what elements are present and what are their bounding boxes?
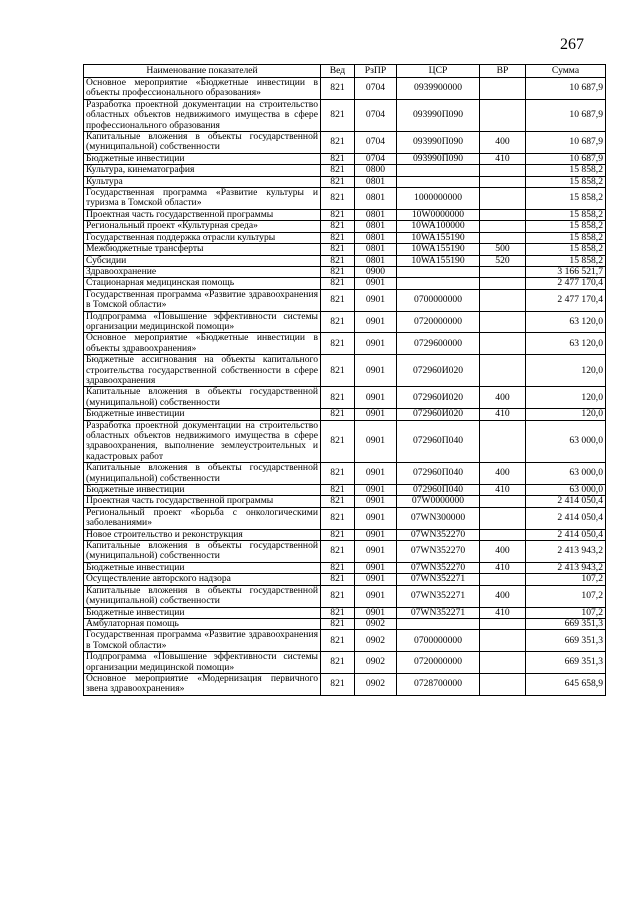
row-csr: 07WN300000	[397, 507, 480, 529]
row-sum: 120,0	[526, 387, 606, 409]
table-row	[84, 355, 606, 387]
row-ved: 821	[321, 485, 355, 496]
row-sum: 645 658,9	[526, 673, 606, 695]
row-ved: 821	[321, 289, 355, 311]
table-row	[84, 221, 606, 232]
row-name: Субсидии	[84, 255, 321, 266]
row-name: Капитальные вложения в объекты государственной (муниципальной) собственности	[84, 585, 321, 607]
row-vr	[480, 355, 526, 387]
row-sum: 2 414 050,4	[526, 507, 606, 529]
row-name: Культура	[84, 176, 321, 187]
row-rzpr: 0801	[355, 244, 397, 255]
row-rzpr: 0901	[355, 387, 397, 409]
row-rzpr: 0902	[355, 618, 397, 629]
row-ved: 821	[321, 244, 355, 255]
row-vr: 400	[480, 585, 526, 607]
row-rzpr: 0901	[355, 585, 397, 607]
row-name: Стационарная медицинская помощь	[84, 278, 321, 289]
row-rzpr: 0901	[355, 463, 397, 485]
header-vr: ВР	[480, 65, 526, 78]
row-ved: 821	[321, 176, 355, 187]
row-sum: 2 414 050,4	[526, 496, 606, 507]
row-name: Государственная поддержка отрасли культуры	[84, 232, 321, 243]
row-sum: 63 120,0	[526, 311, 606, 333]
row-sum: 15 858,2	[526, 244, 606, 255]
table-row	[84, 289, 606, 311]
table-row	[84, 153, 606, 164]
row-sum: 2 413 943,2	[526, 541, 606, 563]
table-row	[84, 188, 606, 210]
table-row	[84, 176, 606, 187]
row-rzpr: 0901	[355, 485, 397, 496]
row-rzpr: 0901	[355, 507, 397, 529]
row-sum: 15 858,2	[526, 255, 606, 266]
row-rzpr: 0704	[355, 132, 397, 154]
row-csr: 10WA100000	[397, 221, 480, 232]
row-sum: 63 000,0	[526, 420, 606, 463]
row-ved: 821	[321, 221, 355, 232]
table-row	[84, 232, 606, 243]
row-vr	[480, 673, 526, 695]
row-name: Бюджетные ассигнования на объекты капитального строительства государственной собственности в сфере здравоохранения	[84, 355, 321, 387]
row-ved: 821	[321, 232, 355, 243]
row-name: Государственная программа «Развитие здравоохранения в Томской области»	[84, 289, 321, 311]
row-ved: 821	[321, 673, 355, 695]
row-rzpr: 0901	[355, 333, 397, 355]
table-row	[84, 507, 606, 529]
row-rzpr: 0704	[355, 153, 397, 164]
row-vr	[480, 176, 526, 187]
row-csr: 07W0000000	[397, 496, 480, 507]
row-rzpr: 0901	[355, 355, 397, 387]
row-csr: 07WN352270	[397, 529, 480, 540]
row-vr	[480, 99, 526, 131]
row-ved: 821	[321, 630, 355, 652]
table-row	[84, 132, 606, 154]
row-csr: 07WN352270	[397, 541, 480, 563]
row-csr: 10WA155190	[397, 232, 480, 243]
row-ved: 821	[321, 420, 355, 463]
row-name: Бюджетные инвестиции	[84, 485, 321, 496]
row-rzpr: 0901	[355, 607, 397, 618]
row-sum: 120,0	[526, 355, 606, 387]
row-csr: 0720000000	[397, 311, 480, 333]
row-ved: 821	[321, 387, 355, 409]
table-row	[84, 333, 606, 355]
row-rzpr: 0704	[355, 78, 397, 100]
row-ved: 821	[321, 333, 355, 355]
row-ved: 821	[321, 311, 355, 333]
row-rzpr: 0704	[355, 99, 397, 131]
row-vr	[480, 311, 526, 333]
row-sum: 669 351,3	[526, 618, 606, 629]
row-ved: 821	[321, 529, 355, 540]
row-rzpr: 0900	[355, 266, 397, 277]
row-ved: 821	[321, 607, 355, 618]
row-name: Подпрограмма «Повышение эффективности системы организации медицинской помощи»	[84, 652, 321, 674]
table-row	[84, 409, 606, 420]
row-sum: 15 858,2	[526, 221, 606, 232]
row-rzpr: 0902	[355, 652, 397, 674]
row-ved: 821	[321, 541, 355, 563]
row-rzpr: 0902	[355, 673, 397, 695]
row-sum: 120,0	[526, 409, 606, 420]
page-number: 267	[560, 36, 584, 53]
row-csr	[397, 176, 480, 187]
table-row	[84, 541, 606, 563]
header-ved: Вед	[321, 65, 355, 78]
row-sum: 15 858,2	[526, 209, 606, 220]
table-row	[84, 574, 606, 585]
row-vr	[480, 652, 526, 674]
row-vr: 500	[480, 244, 526, 255]
row-rzpr: 0800	[355, 165, 397, 176]
row-name: Капитальные вложения в объекты государственной (муниципальной) собственности	[84, 387, 321, 409]
row-csr: 0700000000	[397, 630, 480, 652]
row-vr: 520	[480, 255, 526, 266]
table-row	[84, 278, 606, 289]
row-csr: 072960П040	[397, 485, 480, 496]
row-rzpr: 0901	[355, 289, 397, 311]
row-sum: 2 414 050,4	[526, 529, 606, 540]
row-csr: 093990П090	[397, 132, 480, 154]
row-ved: 821	[321, 153, 355, 164]
table-row	[84, 562, 606, 573]
row-ved: 821	[321, 209, 355, 220]
row-sum: 63 120,0	[526, 333, 606, 355]
row-ved: 821	[321, 255, 355, 266]
row-csr: 07WN352270	[397, 562, 480, 573]
row-sum: 10 687,9	[526, 153, 606, 164]
table-row	[84, 420, 606, 463]
row-vr	[480, 496, 526, 507]
row-rzpr: 0901	[355, 409, 397, 420]
row-csr: 0729600000	[397, 333, 480, 355]
row-rzpr: 0901	[355, 529, 397, 540]
row-name: Проектная часть государственной программы	[84, 209, 321, 220]
row-ved: 821	[321, 574, 355, 585]
row-name: Бюджетные инвестиции	[84, 562, 321, 573]
row-rzpr: 0902	[355, 630, 397, 652]
row-name: Бюджетные инвестиции	[84, 409, 321, 420]
table-row	[84, 673, 606, 695]
row-vr	[480, 289, 526, 311]
row-ved: 821	[321, 652, 355, 674]
budget-table	[83, 64, 606, 696]
row-csr	[397, 266, 480, 277]
row-sum: 10 687,9	[526, 132, 606, 154]
row-ved: 821	[321, 355, 355, 387]
row-sum: 107,2	[526, 585, 606, 607]
row-vr: 410	[480, 485, 526, 496]
row-csr: 1000000000	[397, 188, 480, 210]
row-vr	[480, 507, 526, 529]
row-name: Подпрограмма «Повышение эффективности системы организации медицинской помощи»	[84, 311, 321, 333]
row-vr	[480, 574, 526, 585]
row-csr	[397, 165, 480, 176]
row-sum: 63 000,0	[526, 485, 606, 496]
row-name: Культура, кинематография	[84, 165, 321, 176]
row-csr: 07WN352271	[397, 585, 480, 607]
row-name: Новое строительство и реконструкция	[84, 529, 321, 540]
row-vr	[480, 232, 526, 243]
row-sum: 669 351,3	[526, 652, 606, 674]
row-vr	[480, 618, 526, 629]
row-vr: 410	[480, 409, 526, 420]
row-sum: 15 858,2	[526, 232, 606, 243]
row-vr: 400	[480, 132, 526, 154]
row-vr	[480, 266, 526, 277]
row-sum: 3 166 521,7	[526, 266, 606, 277]
row-rzpr: 0901	[355, 574, 397, 585]
table-row	[84, 529, 606, 540]
row-csr: 0939900000	[397, 78, 480, 100]
row-vr	[480, 188, 526, 210]
table-row	[84, 244, 606, 255]
table-row	[84, 463, 606, 485]
header-name: Наименование показателей	[84, 65, 321, 78]
row-ved: 821	[321, 463, 355, 485]
table-row	[84, 255, 606, 266]
row-vr	[480, 420, 526, 463]
header-csr: ЦСР	[397, 65, 480, 78]
row-ved: 821	[321, 78, 355, 100]
row-csr: 10WA155190	[397, 244, 480, 255]
table-header-row	[84, 65, 606, 78]
row-rzpr: 0901	[355, 278, 397, 289]
row-vr	[480, 333, 526, 355]
table-row	[84, 485, 606, 496]
table-row	[84, 387, 606, 409]
table-row	[84, 266, 606, 277]
row-name: Осуществление авторского надзора	[84, 574, 321, 585]
row-name: Региональный проект «Борьба с онкологическими заболеваниями»	[84, 507, 321, 529]
row-ved: 821	[321, 99, 355, 131]
row-rzpr: 0901	[355, 562, 397, 573]
row-name: Региональный проект «Культурная среда»	[84, 221, 321, 232]
table-row	[84, 585, 606, 607]
header-sum: Сумма	[526, 65, 606, 78]
row-rzpr: 0801	[355, 255, 397, 266]
row-csr: 072960П040	[397, 463, 480, 485]
row-name: Разработка проектной документации на строительство областных объектов недвижимого имущества в сфере здравоохранения, выполнение землеустроительных и кадастровых работ	[84, 420, 321, 463]
row-ved: 821	[321, 165, 355, 176]
row-csr: 093990П090	[397, 99, 480, 131]
row-ved: 821	[321, 409, 355, 420]
table-row	[84, 165, 606, 176]
row-name: Разработка проектной документации на строительство областных объектов недвижимого имущества в сфере профессионального образования	[84, 99, 321, 131]
row-name: Бюджетные инвестиции	[84, 607, 321, 618]
row-ved: 821	[321, 585, 355, 607]
row-csr: 07WN352271	[397, 574, 480, 585]
row-rzpr: 0801	[355, 209, 397, 220]
row-sum: 107,2	[526, 574, 606, 585]
table-row	[84, 618, 606, 629]
row-sum: 63 000,0	[526, 463, 606, 485]
table-row	[84, 652, 606, 674]
row-name: Межбюджетные трансферты	[84, 244, 321, 255]
row-rzpr: 0901	[355, 541, 397, 563]
row-vr: 400	[480, 541, 526, 563]
row-csr: 072960И020	[397, 355, 480, 387]
row-name: Здравоохранение	[84, 266, 321, 277]
table-row	[84, 496, 606, 507]
row-ved: 821	[321, 188, 355, 210]
row-name: Основное мероприятие «Модернизация первичного звена здравоохранения»	[84, 673, 321, 695]
row-ved: 821	[321, 266, 355, 277]
table-row	[84, 607, 606, 618]
row-sum: 10 687,9	[526, 99, 606, 131]
row-name: Капитальные вложения в объекты государственной (муниципальной) собственности	[84, 541, 321, 563]
row-ved: 821	[321, 278, 355, 289]
row-rzpr: 0801	[355, 176, 397, 187]
row-name: Проектная часть государственной программы	[84, 496, 321, 507]
row-csr	[397, 618, 480, 629]
row-name: Капитальные вложения в объекты государственной (муниципальной) собственности	[84, 132, 321, 154]
row-rzpr: 0901	[355, 311, 397, 333]
row-csr: 072960И020	[397, 387, 480, 409]
row-name: Государственная программа «Развитие здравоохранения в Томской области»	[84, 630, 321, 652]
row-ved: 821	[321, 132, 355, 154]
row-vr	[480, 278, 526, 289]
row-vr	[480, 209, 526, 220]
table-row	[84, 209, 606, 220]
row-rzpr: 0801	[355, 232, 397, 243]
row-vr: 400	[480, 463, 526, 485]
table-row	[84, 78, 606, 100]
row-name: Амбулаторная помощь	[84, 618, 321, 629]
row-rzpr: 0901	[355, 420, 397, 463]
row-ved: 821	[321, 618, 355, 629]
row-name: Основное мероприятие «Бюджетные инвестиции в объекты профессионального образования»	[84, 78, 321, 100]
row-name: Капитальные вложения в объекты государственной (муниципальной) собственности	[84, 463, 321, 485]
row-sum: 2 477 170,4	[526, 278, 606, 289]
row-vr	[480, 165, 526, 176]
row-rzpr: 0901	[355, 496, 397, 507]
row-sum: 15 858,2	[526, 188, 606, 210]
row-csr	[397, 278, 480, 289]
table-row	[84, 99, 606, 131]
row-name: Государственная программа «Развитие культуры и туризма в Томской области»	[84, 188, 321, 210]
row-vr	[480, 221, 526, 232]
row-vr	[480, 529, 526, 540]
row-sum: 15 858,2	[526, 176, 606, 187]
row-vr	[480, 78, 526, 100]
row-csr: 10WA155190	[397, 255, 480, 266]
row-vr	[480, 630, 526, 652]
row-csr: 0700000000	[397, 289, 480, 311]
row-csr: 093990П090	[397, 153, 480, 164]
header-rzpr: РзПР	[355, 65, 397, 78]
row-sum: 107,2	[526, 607, 606, 618]
row-sum: 669 351,3	[526, 630, 606, 652]
row-csr: 072960П040	[397, 420, 480, 463]
table-row	[84, 630, 606, 652]
row-csr: 0728700000	[397, 673, 480, 695]
row-sum: 2 477 170,4	[526, 289, 606, 311]
row-csr: 10W0000000	[397, 209, 480, 220]
row-csr: 0720000000	[397, 652, 480, 674]
row-rzpr: 0801	[355, 221, 397, 232]
row-vr: 410	[480, 153, 526, 164]
row-csr: 07WN352271	[397, 607, 480, 618]
row-vr: 410	[480, 607, 526, 618]
row-name: Основное мероприятие «Бюджетные инвестиции в объекты здравоохранения»	[84, 333, 321, 355]
row-ved: 821	[321, 496, 355, 507]
row-sum: 10 687,9	[526, 78, 606, 100]
row-rzpr: 0801	[355, 188, 397, 210]
row-vr: 400	[480, 387, 526, 409]
row-ved: 821	[321, 562, 355, 573]
table-row	[84, 311, 606, 333]
row-vr: 410	[480, 562, 526, 573]
row-csr: 072960И020	[397, 409, 480, 420]
row-ved: 821	[321, 507, 355, 529]
row-sum: 15 858,2	[526, 165, 606, 176]
row-name: Бюджетные инвестиции	[84, 153, 321, 164]
row-sum: 2 413 943,2	[526, 562, 606, 573]
